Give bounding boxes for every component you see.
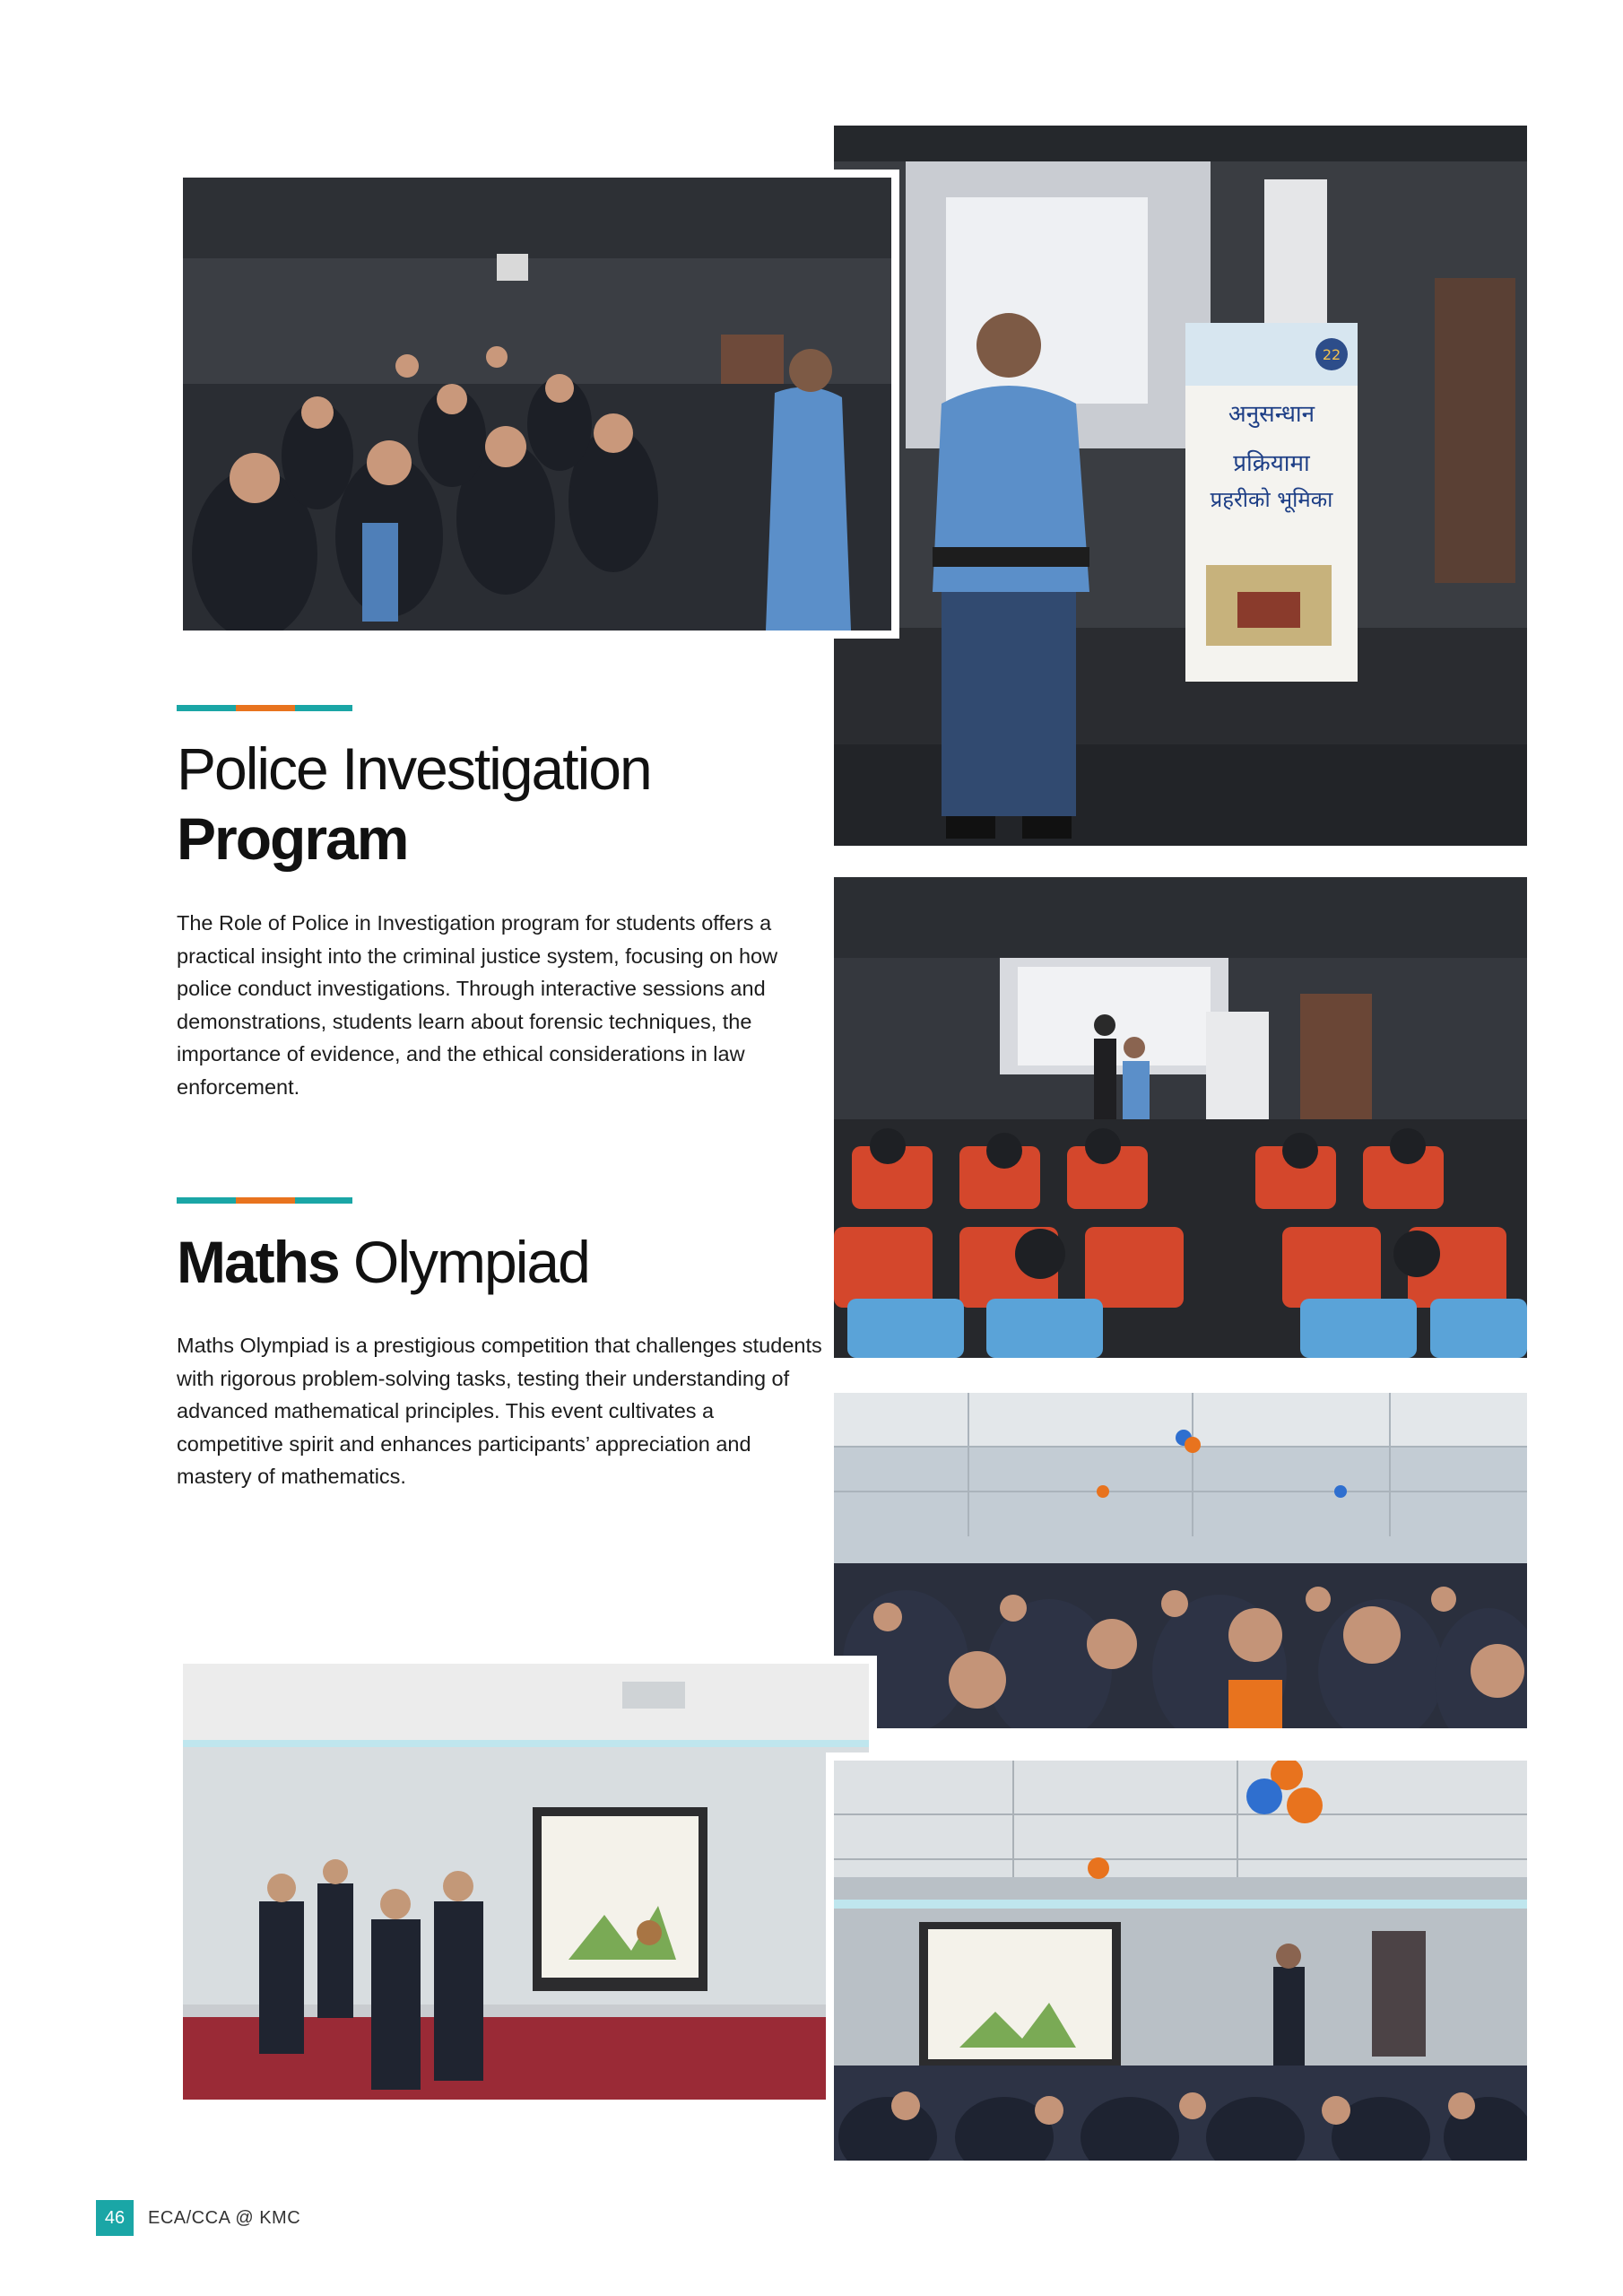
maths-section-title [177, 1227, 589, 1297]
banner-line-3: प्रहरीको भूमिका [1210, 487, 1333, 512]
police-description: The Role of Police in Investigation program for students offers a practical insight into the criminal justice system, focusing on how police conduct investigations. Through interactive sessions and demonstrations, students learn about forensic techniques, the importance of evidence, and the ethical considerations in law enforcement. [177, 911, 778, 1099]
banner-illustration [1185, 323, 1358, 682]
photo-police-officer-speaking [834, 126, 1527, 846]
page-footer [96, 2200, 300, 2236]
banner-badge: 22 [1322, 346, 1341, 363]
police-title-bold: Program [177, 805, 408, 872]
accent-bar-maths [177, 1197, 352, 1204]
photo-audience-red-seats [834, 877, 1527, 1358]
police-section-title [177, 734, 651, 874]
accent-bar-police [177, 705, 352, 711]
maths-title-light: Olympiad [353, 1229, 589, 1295]
banner-line-1: अनुसन्धान [1228, 401, 1315, 428]
photo-students-seated-auditorium [175, 170, 899, 639]
photo-students-on-stage [175, 1656, 877, 2108]
photo-hall-students-balloons [834, 1393, 1527, 1728]
maths-title-bold: Maths [177, 1229, 339, 1295]
police-title-light: Police Investigation [177, 735, 651, 802]
photo-presenter-with-audience [826, 1752, 1535, 2169]
maths-description: Maths Olympiad is a prestigious competition that challenges students with rigorous problem-solving tasks, testing their understanding of advanced mathematical principles. This event cultivates a competitive spirit and enhances participants’ appreciation and mastery of mathematics. [177, 1334, 822, 1488]
footer-label: ECA/CCA @ KMC [148, 2207, 301, 2228]
page-number: 46 [96, 2200, 134, 2236]
banner-line-2: प्रक्रियामा [1233, 450, 1310, 477]
